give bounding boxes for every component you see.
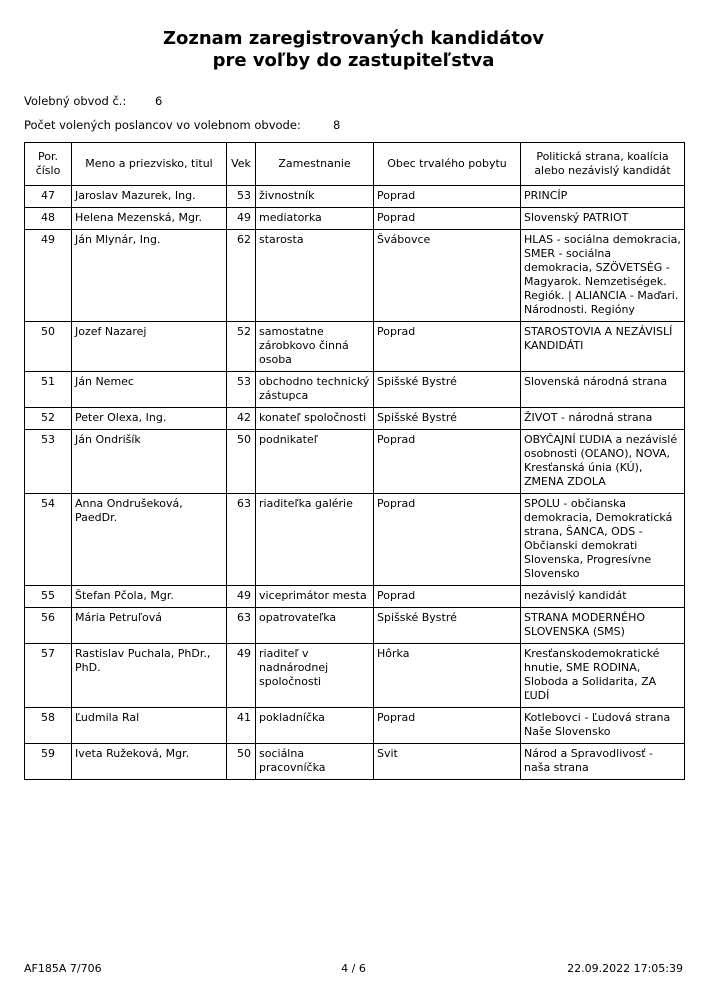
table-row xyxy=(25,494,685,586)
cell-residence: Poprad xyxy=(374,708,521,744)
header-residence: Obec trvalého pobytu xyxy=(374,143,521,186)
cell-party: HLAS - sociálna demokracia, SMER - sociálna demokracia, SZÖVETSÉG - Magyarok. Nemzetiségek. Regiók. | ALIANCIA - Maďari. Národnosti. Regióny xyxy=(521,230,685,322)
cell-name: Peter Olexa, Ing. xyxy=(72,408,227,430)
cell-age: 53 xyxy=(227,372,256,408)
cell-num: 53 xyxy=(25,430,72,494)
seats-label: Počet volených poslancov vo volebnom obvode: xyxy=(24,118,301,132)
cell-num: 59 xyxy=(25,744,72,780)
cell-name: Anna Ondrušeková, PaedDr. xyxy=(72,494,227,586)
cell-occupation: mediatorka xyxy=(256,208,374,230)
cell-age: 53 xyxy=(227,186,256,208)
cell-age: 49 xyxy=(227,644,256,708)
table-row xyxy=(25,608,685,644)
cell-party: PRINCÍP xyxy=(521,186,685,208)
table-row xyxy=(25,230,685,322)
cell-party: STRANA MODERNÉHO SLOVENSKA (SMS) xyxy=(521,608,685,644)
cell-residence: Poprad xyxy=(374,586,521,608)
table-row xyxy=(25,372,685,408)
cell-age: 49 xyxy=(227,208,256,230)
cell-name: Iveta Ružeková, Mgr. xyxy=(72,744,227,780)
cell-party: OBYČAJNÍ ĽUDIA a nezávislé osobnosti (OĽANO), NOVA, Kresťanská únia (KÚ), ZMENA ZDOLA xyxy=(521,430,685,494)
cell-occupation: riaditeľka galérie xyxy=(256,494,374,586)
cell-num: 52 xyxy=(25,408,72,430)
cell-age: 42 xyxy=(227,408,256,430)
table-row xyxy=(25,408,685,430)
title-line-1: Zoznam zaregistrovaných kandidátov xyxy=(162,28,545,49)
cell-num: 47 xyxy=(25,186,72,208)
cell-age: 52 xyxy=(227,322,256,372)
cell-name: Ján Nemec xyxy=(72,372,227,408)
cell-occupation: opatrovateľka xyxy=(256,608,374,644)
cell-occupation: živnostník xyxy=(256,186,374,208)
seats-info xyxy=(24,118,341,132)
table-row xyxy=(25,586,685,608)
cell-residence: Poprad xyxy=(374,494,521,586)
cell-occupation: konateľ spoločnosti xyxy=(256,408,374,430)
cell-age: 49 xyxy=(227,586,256,608)
candidates-table xyxy=(24,142,685,780)
cell-name: Jozef Nazarej xyxy=(72,322,227,372)
cell-occupation: viceprimátor mesta xyxy=(256,586,374,608)
cell-party: Slovenský PATRIOT xyxy=(521,208,685,230)
cell-age: 50 xyxy=(227,430,256,494)
cell-occupation: podnikateľ xyxy=(256,430,374,494)
header-name: Meno a priezvisko, titul xyxy=(72,143,227,186)
cell-age: 62 xyxy=(227,230,256,322)
cell-num: 48 xyxy=(25,208,72,230)
cell-age: 63 xyxy=(227,494,256,586)
cell-name: Helena Mezenská, Mgr. xyxy=(72,208,227,230)
cell-residence: Spišské Bystré xyxy=(374,608,521,644)
cell-residence: Svit xyxy=(374,744,521,780)
header-number: Por. číslo xyxy=(25,143,72,186)
table-row xyxy=(25,744,685,780)
table-header-row xyxy=(25,143,685,186)
cell-num: 49 xyxy=(25,230,72,322)
table-row xyxy=(25,644,685,708)
cell-occupation: pokladníčka xyxy=(256,708,374,744)
header-occupation: Zamestnanie xyxy=(256,143,374,186)
cell-num: 55 xyxy=(25,586,72,608)
cell-name: Štefan Pčola, Mgr. xyxy=(72,586,227,608)
cell-residence: Spišské Bystré xyxy=(374,372,521,408)
cell-party: Národ a Spravodlivosť - naša strana xyxy=(521,744,685,780)
header-party: Politická strana, koalícia alebo nezávislý kandidát xyxy=(521,143,685,186)
district-info xyxy=(24,94,163,108)
cell-residence: Poprad xyxy=(374,186,521,208)
table-row xyxy=(25,322,685,372)
header-age: Vek xyxy=(227,143,256,186)
cell-num: 56 xyxy=(25,608,72,644)
cell-residence: Spišské Bystré xyxy=(374,408,521,430)
table-row xyxy=(25,708,685,744)
cell-party: Kotlebovci - Ľudová strana Naše Slovensko xyxy=(521,708,685,744)
cell-num: 58 xyxy=(25,708,72,744)
district-value: 6 xyxy=(155,94,163,108)
cell-party: Slovenská národná strana xyxy=(521,372,685,408)
cell-residence: Poprad xyxy=(374,208,521,230)
table-row xyxy=(25,430,685,494)
cell-party: ŽIVOT - národná strana xyxy=(521,408,685,430)
cell-name: Ľudmila Ral xyxy=(72,708,227,744)
footer-form-code: AF185A 7/706 xyxy=(24,962,102,975)
cell-name: Rastislav Puchala, PhDr., PhD. xyxy=(72,644,227,708)
table-row xyxy=(25,186,685,208)
table-row xyxy=(25,208,685,230)
cell-name: Ján Ondrišík xyxy=(72,430,227,494)
seats-value: 8 xyxy=(333,118,341,132)
cell-name: Jaroslav Mazurek, Ing. xyxy=(72,186,227,208)
cell-num: 51 xyxy=(25,372,72,408)
cell-occupation: starosta xyxy=(256,230,374,322)
footer-page-number: 4 / 6 xyxy=(341,962,366,975)
cell-num: 57 xyxy=(25,644,72,708)
cell-party: STAROSTOVIA A NEZÁVISLÍ KANDIDÁTI xyxy=(521,322,685,372)
cell-residence: Poprad xyxy=(374,430,521,494)
cell-num: 50 xyxy=(25,322,72,372)
cell-age: 41 xyxy=(227,708,256,744)
cell-num: 54 xyxy=(25,494,72,586)
cell-residence: Hôrka xyxy=(374,644,521,708)
cell-party: Kresťanskodemokratické hnutie, SME RODINA, Sloboda a Solidarita, ZA ĽUDÍ xyxy=(521,644,685,708)
footer-timestamp: 22.09.2022 17:05:39 xyxy=(567,962,683,975)
cell-name: Ján Mlynár, Ing. xyxy=(72,230,227,322)
cell-occupation: riaditeľ v nadnárodnej spoločnosti xyxy=(256,644,374,708)
district-label: Volebný obvod č.: xyxy=(24,94,127,108)
cell-residence: Švábovce xyxy=(374,230,521,322)
cell-residence: Poprad xyxy=(374,322,521,372)
cell-occupation: sociálna pracovníčka xyxy=(256,744,374,780)
cell-party: nezávislý kandidát xyxy=(521,586,685,608)
cell-party: SPOLU - občianska demokracia, Demokratická strana, ŠANCA, ODS - Občianski demokrati Slovenska, Progresívne Slovensko xyxy=(521,494,685,586)
title-line-2: pre voľby do zastupiteľstva xyxy=(212,50,495,71)
cell-age: 63 xyxy=(227,608,256,644)
cell-occupation: obchodno technický zástupca xyxy=(256,372,374,408)
cell-name: Mária Petruľová xyxy=(72,608,227,644)
document-title xyxy=(0,28,707,72)
cell-occupation: samostatne zárobkovo činná osoba xyxy=(256,322,374,372)
table-body xyxy=(25,186,685,780)
cell-age: 50 xyxy=(227,744,256,780)
